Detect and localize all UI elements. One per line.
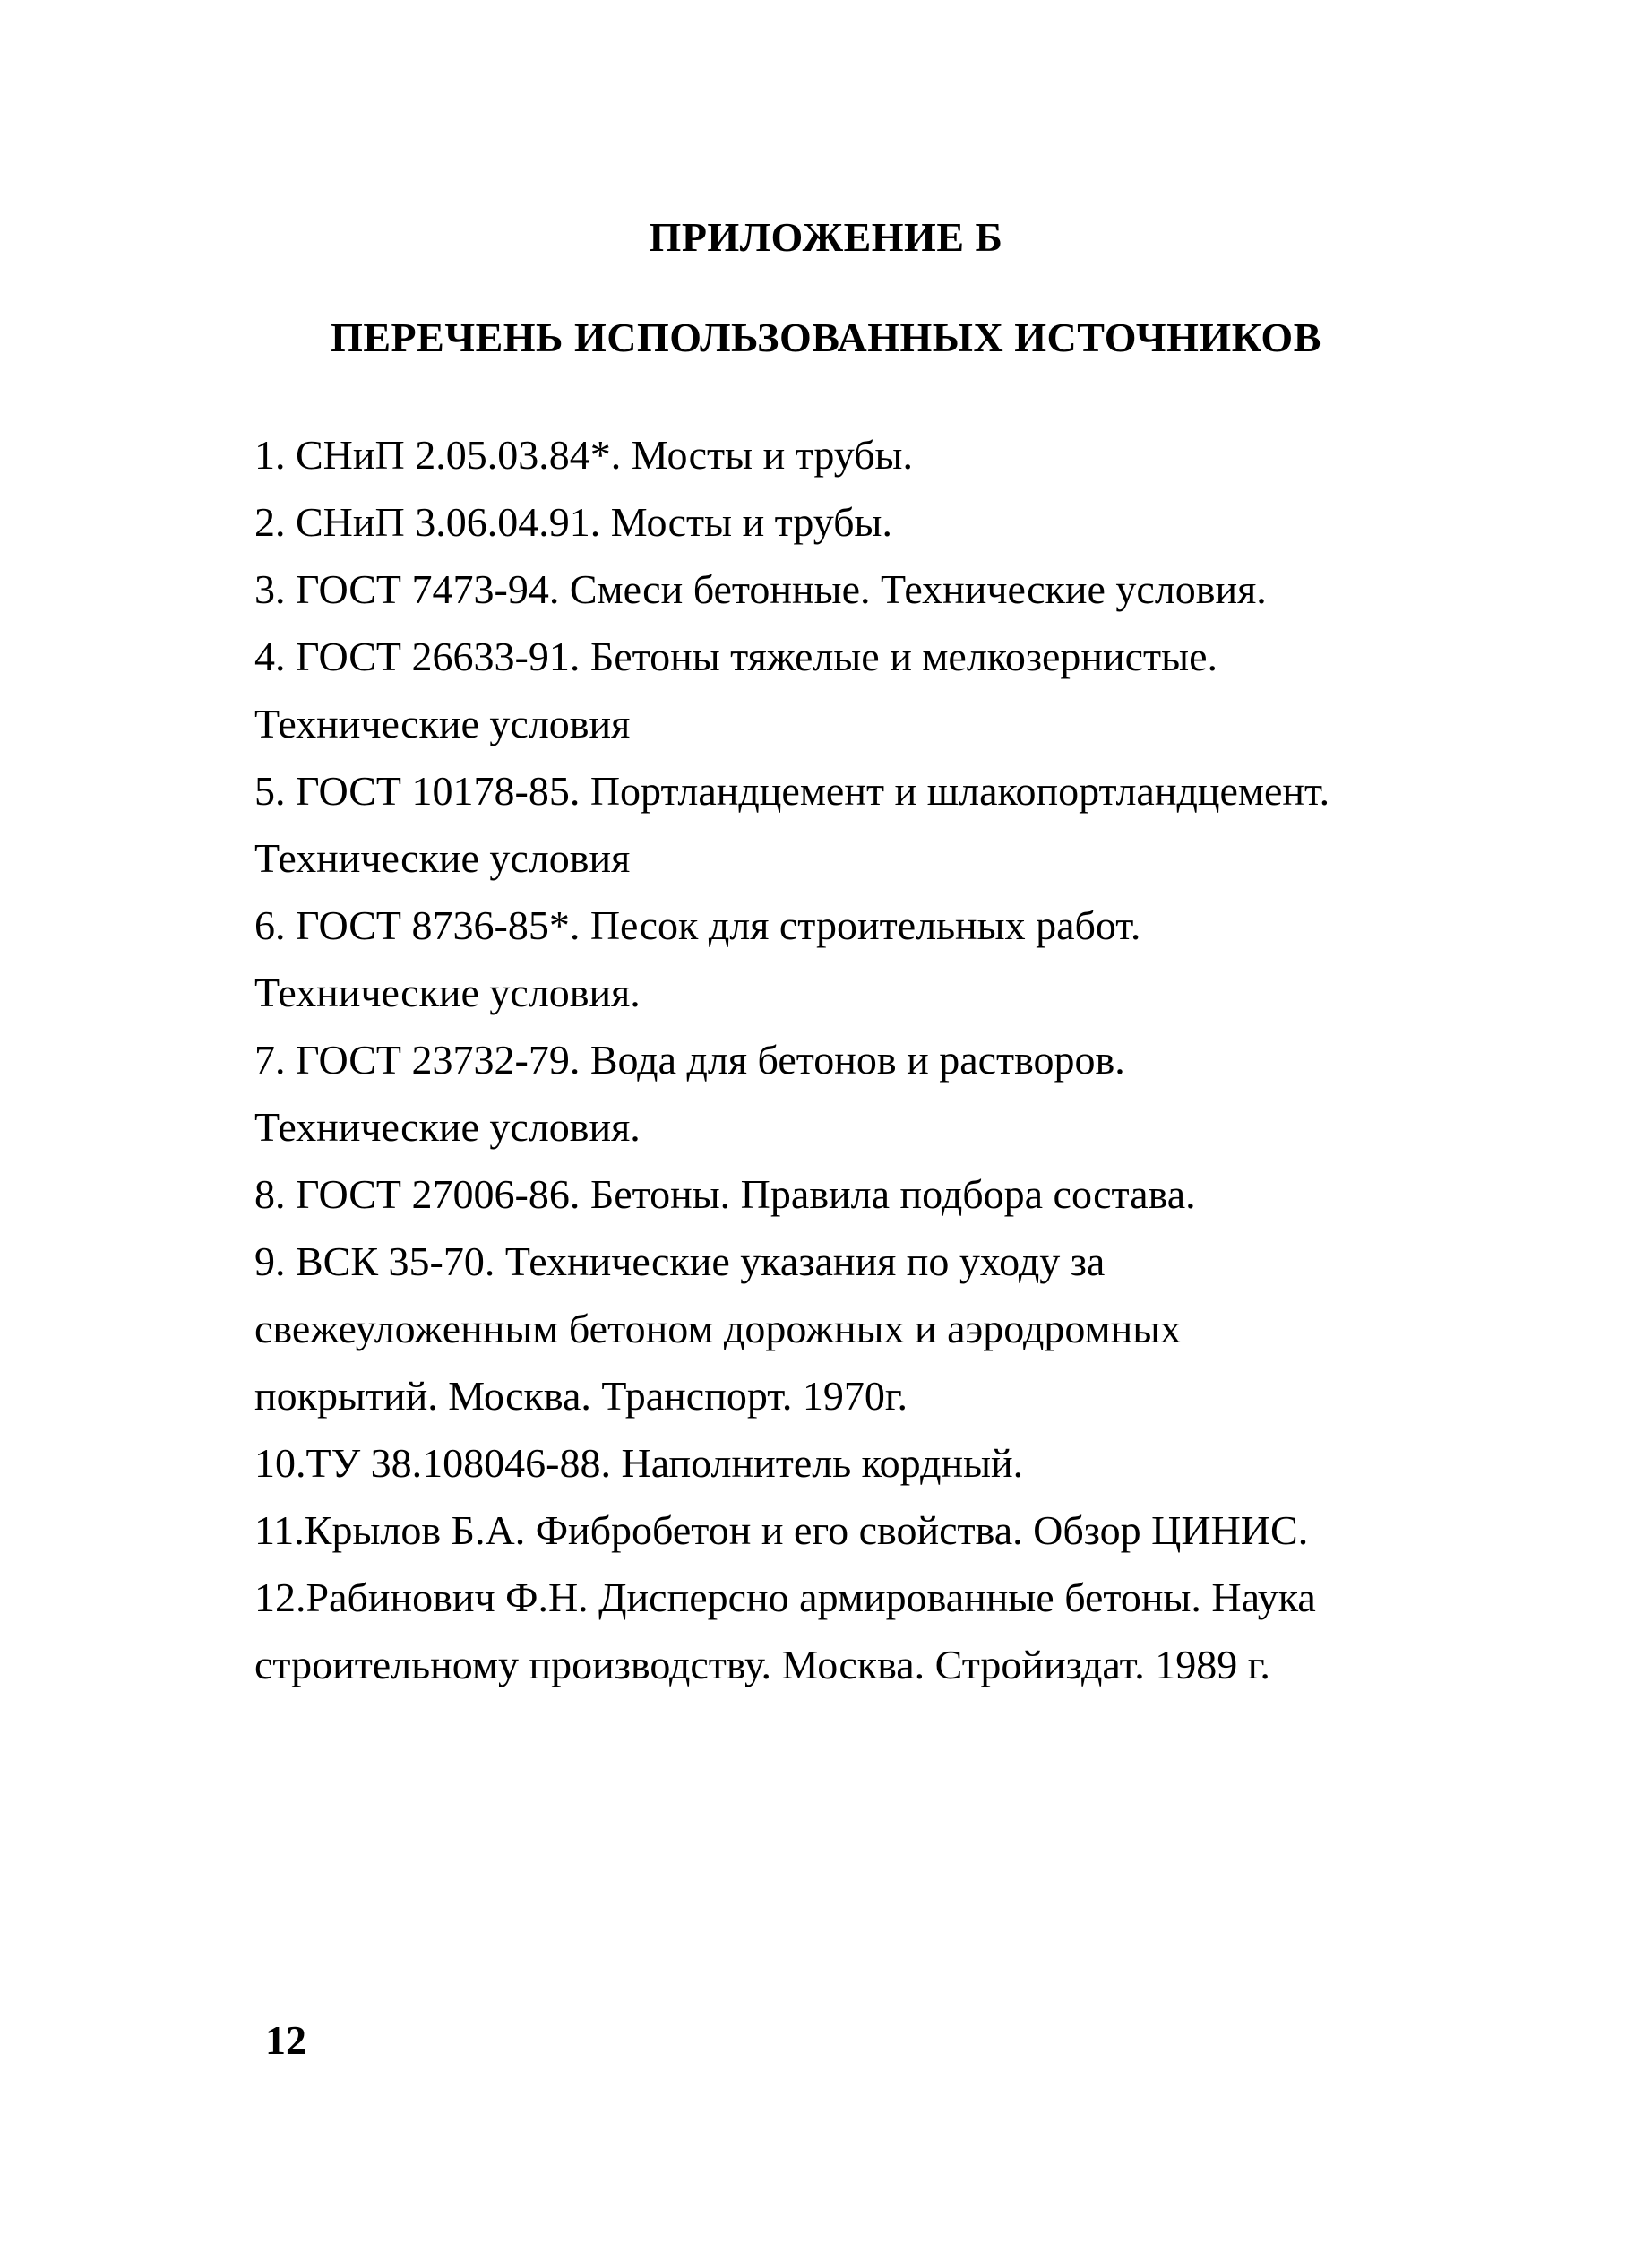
reference-line: Технические условия	[254, 835, 631, 881]
reference-line: 12.Рабинович Ф.Н. Дисперсно армированные бетоны. Наука	[254, 1575, 1316, 1620]
reference-line: 5. ГОСТ 10178-85. Портландцемент и шлакопортландцемент.	[254, 768, 1330, 814]
reference-line: 4. ГОСТ 26633-91. Бетоны тяжелые и мелкозернистые.	[254, 634, 1217, 679]
reference-line: Технические условия.	[254, 970, 641, 1015]
reference-line: 11.Крылов Б.А. Фибробетон и его свойства. Обзор ЦИНИС.	[254, 1507, 1309, 1553]
reference-line: 1. СНиП 2.05.03.84*. Мосты и трубы.	[254, 432, 913, 478]
reference-line: свежеуложенным бетоном дорожных и аэродромных	[254, 1306, 1182, 1351]
references-list	[254, 421, 1419, 1698]
reference-line: строительному производству. Москва. Стройиздат. 1989 г.	[254, 1642, 1270, 1687]
reference-line: Технические условия.	[254, 1104, 641, 1150]
reference-line: покрытий. Москва. Транспорт. 1970г.	[254, 1373, 908, 1419]
reference-line: 9. ВСК 35-70. Технические указания по уходу за	[254, 1238, 1106, 1284]
appendix-heading: ПРИЛОЖЕНИЕ Б	[649, 214, 1003, 260]
reference-line: 2. СНиП 3.06.04.91. Мосты и трубы.	[254, 499, 892, 545]
reference-line: 7. ГОСТ 23732-79. Вода для бетонов и растворов.	[254, 1037, 1125, 1083]
reference-line: Технические условия	[254, 701, 631, 746]
reference-line: 10.ТУ 38.108046-88. Наполнитель кордный.	[254, 1440, 1024, 1486]
sources-list-title: ПЕРЕЧЕНЬ ИСПОЛЬЗОВАННЫХ ИСТОЧНИКОВ	[331, 315, 1321, 360]
reference-line: 3. ГОСТ 7473-94. Смеси бетонные. Технические условия.	[254, 566, 1267, 612]
reference-line: 6. ГОСТ 8736-85*. Песок для строительных работ.	[254, 902, 1141, 948]
page-number: 12	[265, 2017, 306, 2063]
reference-line: 8. ГОСТ 27006-86. Бетоны. Правила подбора состава.	[254, 1171, 1196, 1217]
